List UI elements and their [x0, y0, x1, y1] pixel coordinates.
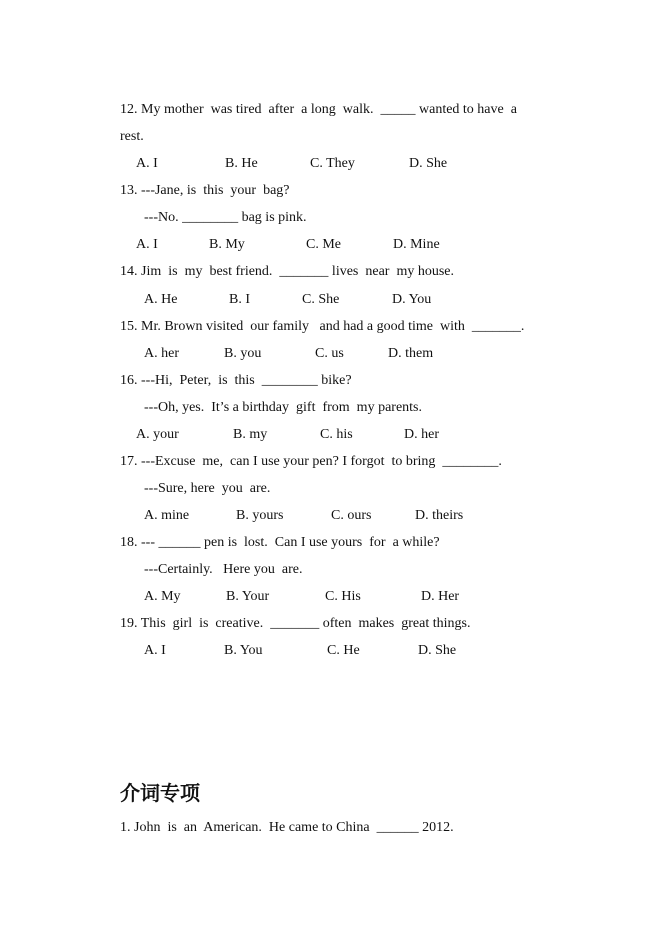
question-13-option-a: A. I	[136, 237, 158, 252]
section-heading: 介词专项	[120, 781, 200, 805]
question-18-option-a: A. My	[144, 589, 181, 604]
question-13-option-c: C. Me	[306, 237, 341, 252]
question-17-line-1: 17. ---Excuse me, can I use your pen? I forgot to bring ________.	[120, 454, 502, 469]
question-14-option-b: B. I	[229, 292, 250, 307]
question-15-option-d: D. them	[388, 346, 434, 361]
question-18-option-c: C. His	[325, 589, 361, 604]
question-15-option-c: C. us	[315, 346, 344, 361]
question-14-line-1: 14. Jim is my best friend. _______ lives near my house.	[120, 264, 455, 279]
question-16-line-2: ---Oh, yes. It’s a birthday gift from my parents.	[144, 400, 422, 415]
question-14-option-a: A. He	[144, 292, 178, 307]
question-15-line-1: 15. Mr. Brown visited our family and had a good time with _______.	[120, 319, 525, 334]
question-16-option-d: D. her	[404, 427, 439, 442]
question-19-option-b: B. You	[224, 643, 263, 658]
question-18-line-2: ---Certainly. Here you are.	[144, 562, 303, 577]
question-17-line-2: ---Sure, here you are.	[144, 481, 271, 496]
question-12-option-b: B. He	[225, 156, 258, 171]
question-16-option-b: B. my	[233, 427, 268, 442]
question-17-option-c: C. ours	[331, 508, 372, 523]
section-question-1: 1. John is an American. He came to China ______ 2012.	[120, 820, 454, 835]
question-13-option-d: D. Mine	[393, 237, 440, 252]
question-19-option-c: C. He	[327, 643, 360, 658]
question-12-option-d: D. She	[409, 156, 448, 171]
question-15-option-b: B. you	[224, 346, 262, 361]
question-19-line-1: 19. This girl is creative. _______ often makes great things.	[120, 616, 471, 631]
question-17-option-b: B. yours	[236, 508, 284, 523]
question-16-option-c: C. his	[320, 427, 353, 442]
question-12-line-1: 12. My mother was tired after a long walk. _____ wanted to have a	[120, 102, 517, 117]
question-15-option-a: A. her	[144, 346, 179, 361]
question-17-option-d: D. theirs	[415, 508, 464, 523]
question-18-option-b: B. Your	[226, 589, 270, 604]
question-16-line-1: 16. ---Hi, Peter, is this ________ bike?	[120, 373, 352, 388]
question-14-option-c: C. She	[302, 292, 340, 307]
question-12-option-a: A. I	[136, 156, 158, 171]
question-17-option-a: A. mine	[144, 508, 190, 523]
question-13-line-1: 13. ---Jane, is this your bag?	[120, 183, 290, 198]
question-16-option-a: A. your	[136, 427, 179, 442]
question-12-option-c: C. They	[310, 156, 355, 171]
question-19-option-d: D. She	[418, 643, 457, 658]
question-12-line-2: rest.	[120, 129, 144, 144]
question-13-line-2: ---No. ________ bag is pink.	[144, 210, 307, 225]
question-13-option-b: B. My	[209, 237, 245, 252]
question-18-line-1: 18. --- ______ pen is lost. Can I use yours for a while?	[120, 535, 440, 550]
question-19-option-a: A. I	[144, 643, 166, 658]
question-14-option-d: D. You	[392, 292, 432, 307]
question-18-option-d: D. Her	[421, 589, 460, 604]
